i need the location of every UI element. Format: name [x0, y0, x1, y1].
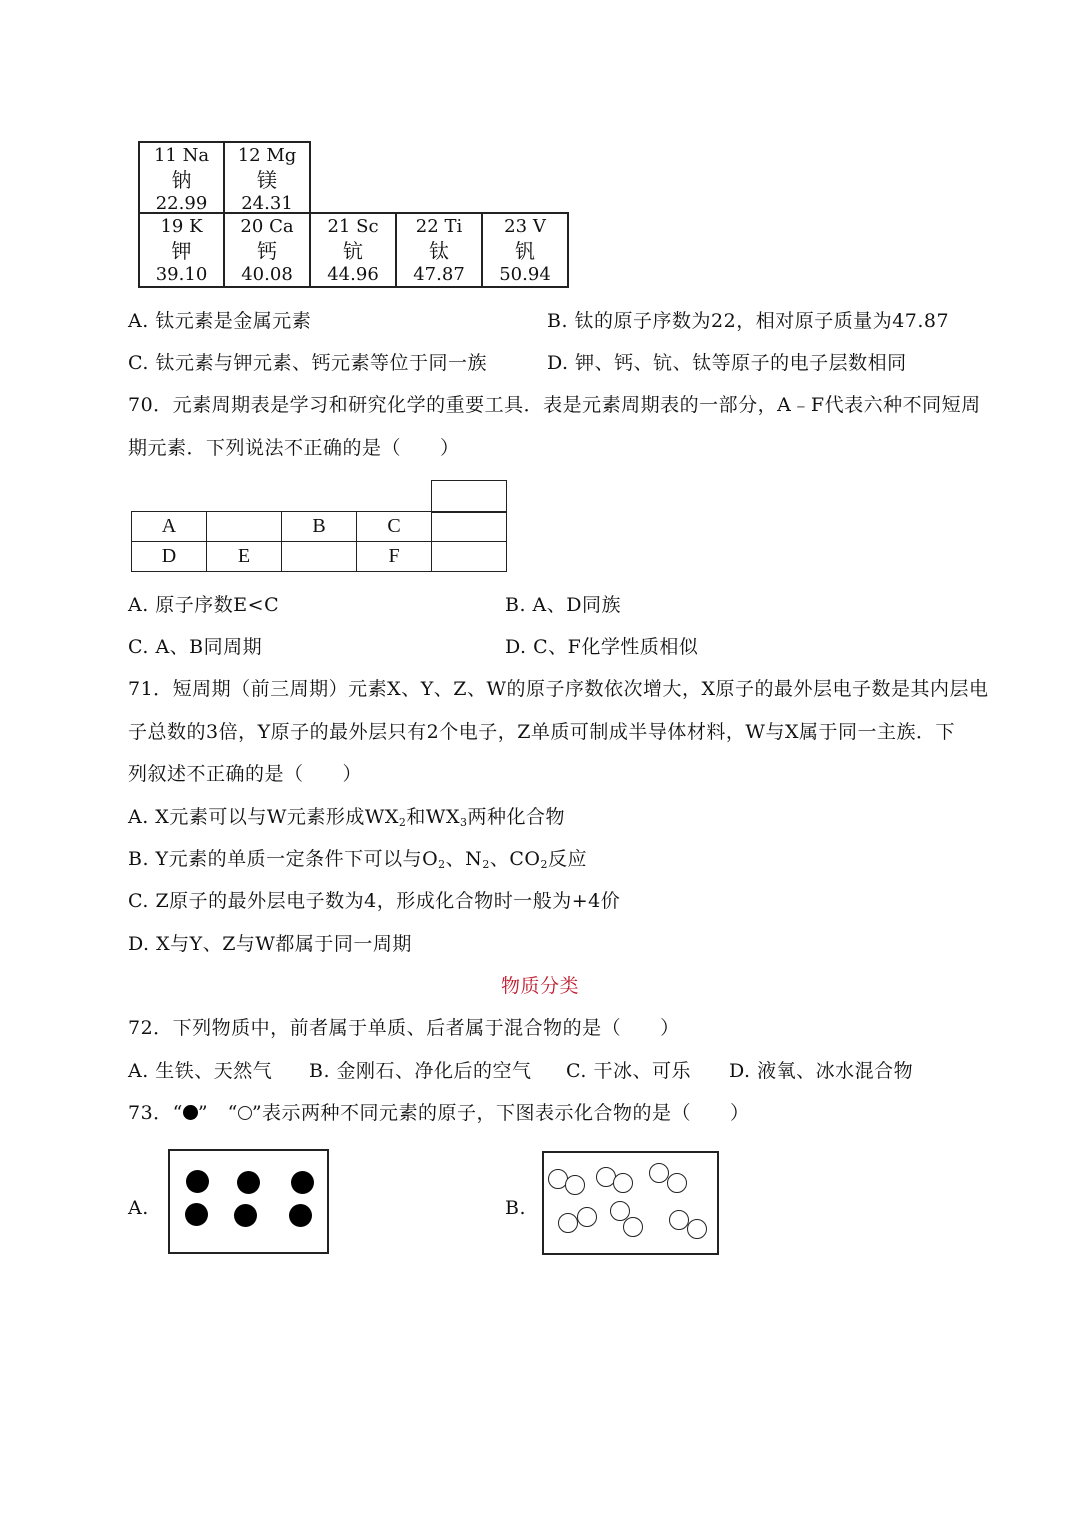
q69-option-a: A. 钛元素是金属元素 — [128, 310, 312, 332]
q71-option-b: B. Y元素的单质一定条件下可以与$O_2$、$N_2$、$CO_2$反应 — [128, 848, 587, 871]
q69-option-d: D. 钾、钙、钪、钛等原子的电子层数相同 — [547, 352, 907, 374]
grid-cell-empty — [431, 511, 507, 542]
element-name: 钒 — [515, 239, 535, 263]
diagram-b-box — [542, 1151, 719, 1255]
q70-option-b: B. A、D同族 — [505, 594, 621, 616]
element-cell — [223, 212, 311, 288]
hollow-atom — [669, 1210, 689, 1230]
q71-stem-line3: 列叙述不正确的是（ ） — [128, 763, 363, 785]
element-name: 镁 — [257, 168, 277, 192]
q71-stem-line2: 子总数的3倍，Y原子的最外层只有2个电子，Z单质可制成半导体材料，W与X属于同一主族．下 — [128, 721, 955, 743]
filled-atom — [237, 1171, 260, 1194]
hollow-atom — [649, 1163, 669, 1183]
grid-cell-f: F — [356, 541, 432, 572]
grid-cell-empty — [431, 541, 507, 572]
element-cell — [223, 141, 311, 214]
element-name: 钪 — [343, 239, 363, 263]
element-mass: 39.10 — [155, 264, 208, 285]
diagram-a-box — [168, 1149, 329, 1254]
hollow-atom — [623, 1217, 643, 1237]
q69-option-c: C. 钛元素与钾元素、钙元素等位于同一族 — [128, 352, 487, 374]
q73-label-a: A. — [128, 1197, 149, 1219]
element-name: 钙 — [257, 239, 277, 263]
section-title: 物质分类 — [500, 975, 579, 997]
grid-cell-d: D — [131, 541, 207, 572]
q73-label-b: B. — [505, 1197, 527, 1219]
element-number-symbol: 22 Ti — [415, 216, 463, 237]
element-mass: 44.96 — [327, 264, 379, 285]
q72-stem: 72．下列物质中，前者属于单质、后者属于混合物的是（ ） — [128, 1017, 680, 1039]
q73-stem: 73．“ ” “ ”表示两种不同元素的原子，下图表示化合物的是（ ） — [128, 1102, 750, 1124]
q71-stem-line1: 71．短周期（前三周期）元素X、Y、Z、W的原子序数依次增大，X原子的最外层电子数是其内层电 — [128, 678, 989, 700]
element-number-symbol: 11 Na — [153, 145, 210, 166]
element-mass: 24.31 — [241, 193, 293, 214]
element-cell — [138, 212, 225, 288]
q70-option-a: A. 原子序数E<C — [128, 594, 280, 616]
hollow-atom — [558, 1213, 578, 1233]
q71-option-a: A. X元素可以与W元素形成$WX_2$和$WX_3$两种化合物 — [128, 806, 565, 829]
element-cell — [481, 212, 569, 288]
grid-cell-e: E — [206, 541, 282, 572]
grid-cell-empty — [281, 541, 357, 572]
hollow-atom — [667, 1173, 687, 1193]
q72-option-b: B. 金刚石、净化后的空气 — [309, 1060, 532, 1082]
element-mass: 47.87 — [413, 264, 465, 285]
grid-cell-empty — [206, 511, 282, 542]
hollow-atom — [687, 1219, 707, 1239]
filled-atom-icon — [183, 1105, 198, 1120]
hollow-atom — [577, 1207, 597, 1227]
q69-option-b: B. 钛的原子序数为22，相对原子质量为47.87 — [547, 310, 950, 332]
element-cell — [309, 212, 397, 288]
q72-option-d: D. 液氧、冰水混合物 — [729, 1060, 914, 1082]
grid-cell-empty — [431, 480, 507, 513]
hollow-atom — [613, 1173, 633, 1193]
element-name: 钛 — [429, 239, 449, 263]
q72-option-a: A. 生铁、天然气 — [128, 1060, 273, 1082]
grid-cell-a: A — [131, 511, 207, 542]
filled-atom — [291, 1171, 314, 1194]
hollow-atom-icon — [238, 1106, 252, 1120]
element-number-symbol: 12 Mg — [237, 145, 297, 166]
filled-atom — [289, 1204, 312, 1227]
hollow-atom — [565, 1175, 585, 1195]
element-number-symbol: 20 Ca — [240, 216, 294, 237]
element-number-symbol: 23 V — [504, 216, 546, 237]
element-mass: 22.99 — [155, 193, 208, 214]
element-cell — [138, 141, 225, 214]
q71-option-d: D. X与Y、Z与W都属于同一周期 — [128, 933, 412, 955]
q71-option-c: C. Z原子的最外层电子数为4，形成化合物时一般为+4价 — [128, 890, 621, 912]
element-number-symbol: 21 Sc — [327, 216, 379, 237]
element-name: 钾 — [171, 239, 192, 263]
filled-atom — [186, 1170, 209, 1193]
q72-option-c: C. 干冰、可乐 — [566, 1060, 691, 1082]
element-mass: 40.08 — [241, 264, 293, 285]
q70-stem-line1: 70．元素周期表是学习和研究化学的重要工具．表是元素周期表的一部分，A﹣F代表六种不同短周 — [128, 394, 981, 416]
q70-option-d: D. C、F化学性质相似 — [505, 636, 699, 658]
element-cell — [395, 212, 483, 288]
q70-option-c: C. A、B同周期 — [128, 636, 263, 658]
element-name: 钠 — [171, 168, 192, 192]
grid-cell-b: B — [281, 511, 357, 542]
filled-atom — [185, 1203, 208, 1226]
filled-atom — [234, 1204, 257, 1227]
element-number-symbol: 19 K — [160, 216, 203, 237]
q70-stem-line2: 期元素．下列说法不正确的是（ ） — [128, 437, 460, 459]
element-mass: 50.94 — [499, 264, 551, 285]
grid-cell-c: C — [356, 511, 432, 542]
